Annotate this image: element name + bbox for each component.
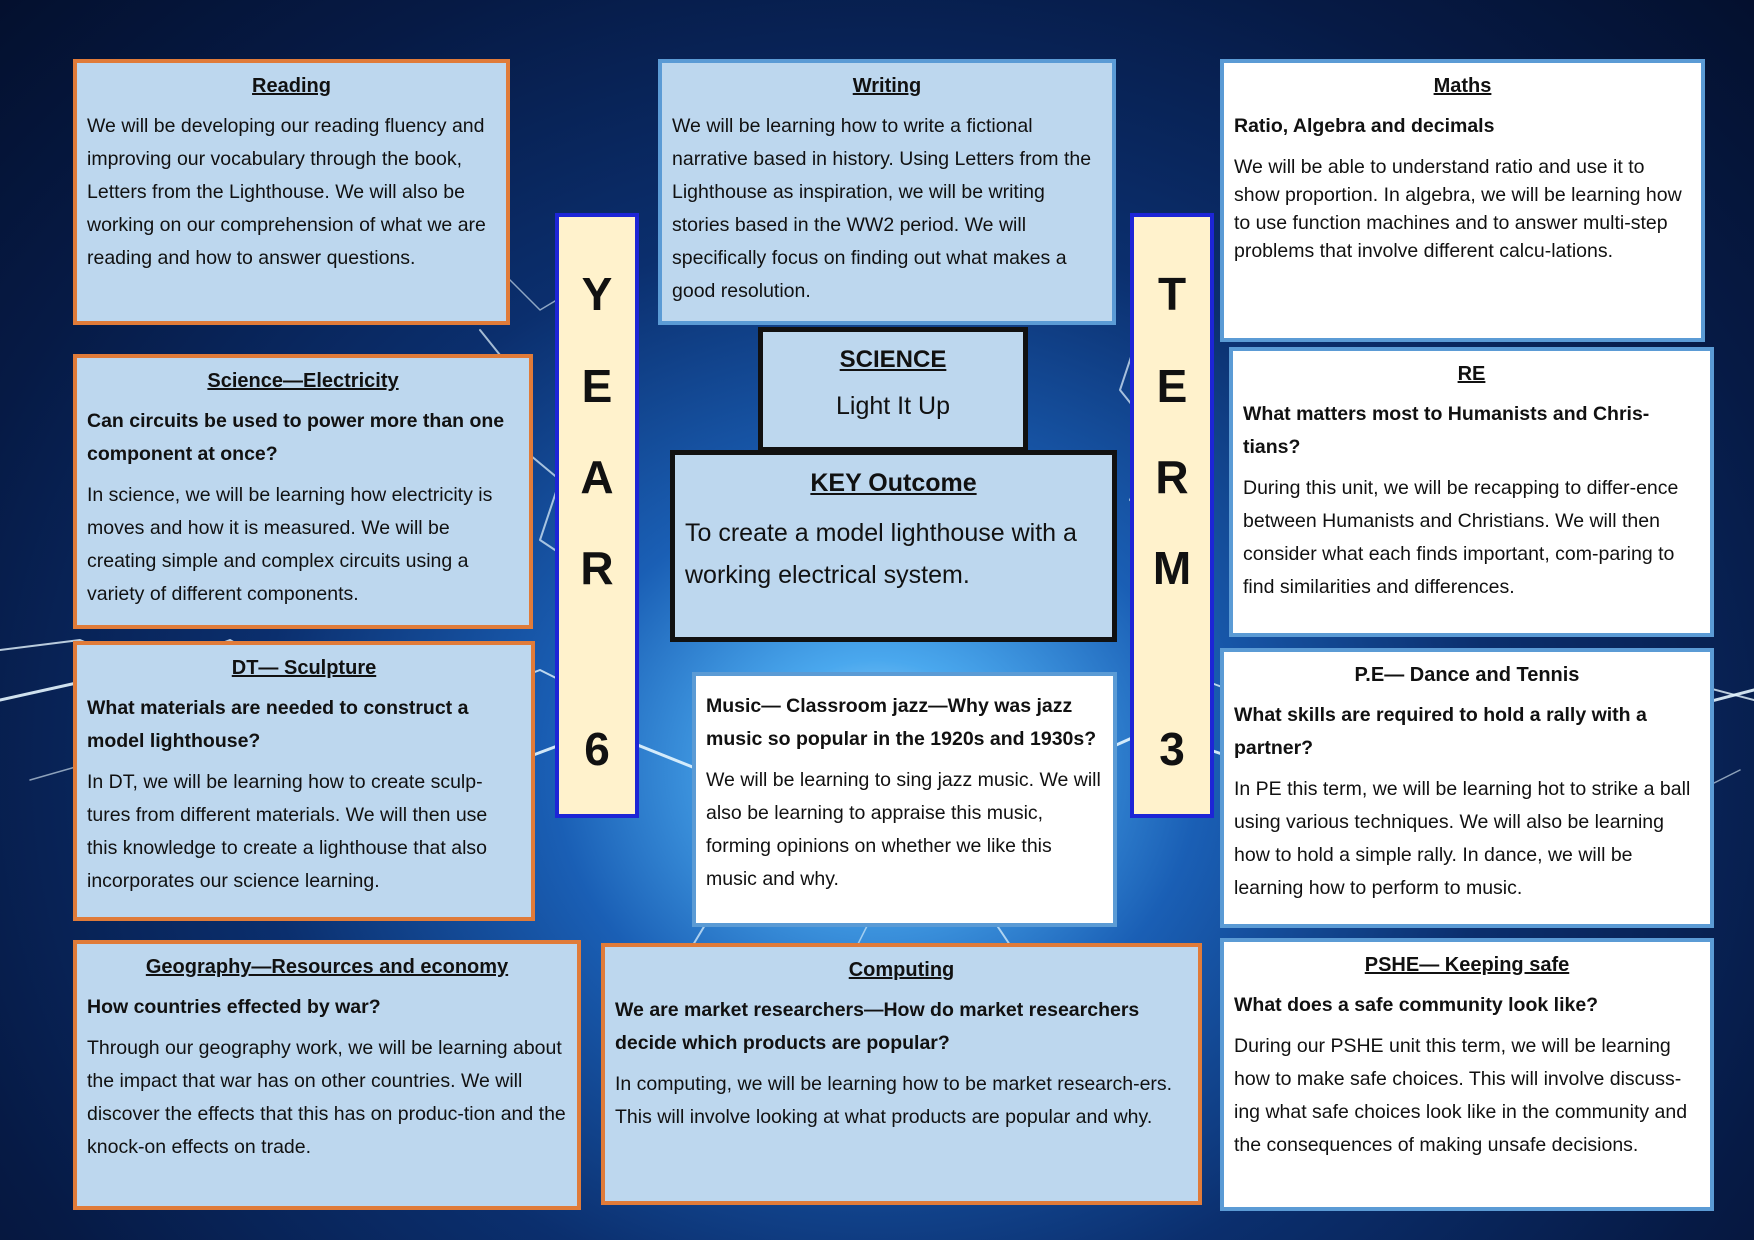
maths-panel — [1220, 59, 1705, 342]
year-letter-e: E — [581, 360, 613, 412]
pshe-question: What does a safe community look like? — [1234, 994, 1599, 1016]
term-letter-e: E — [1156, 360, 1188, 412]
science-electricity-question: Can circuits be used to power more than one component at once? — [87, 410, 505, 465]
re-title: RE — [1457, 363, 1486, 385]
dt-question: What materials are needed to construct a model lighthouse? — [87, 697, 469, 752]
year-letter-y: Y — [581, 268, 613, 320]
science-electricity-title: Science—Electricity — [207, 370, 399, 392]
pshe-panel — [1220, 938, 1714, 1211]
reading-title: Reading — [252, 75, 331, 97]
geography-title: Geography—Resources and economy — [145, 956, 509, 978]
pe-question: What skills are required to hold a rally with a partner? — [1234, 704, 1647, 759]
geography-question: How countries effected by war? — [87, 996, 381, 1018]
key-outcome-title: KEY Outcome — [810, 469, 977, 497]
geography-body: Through our geography work, we will be learning about the impact that war has on other countries. We will discover the effects that this has on produc-tion and the knock-on effects on trade. — [87, 1037, 566, 1158]
computing-title: Computing — [848, 959, 955, 981]
term-3-bar — [1130, 213, 1214, 818]
science-topic-title: SCIENCE — [839, 346, 947, 373]
writing-panel — [658, 59, 1116, 325]
science-topic-name: Light It Up — [836, 392, 950, 420]
year-number: 6 — [584, 723, 610, 775]
computing-body: In computing, we will be learning how to be market research-ers. This will involve looking at what products are popular and why. — [615, 1073, 1173, 1128]
term-letter-t: T — [1157, 268, 1187, 320]
dt-panel — [73, 641, 535, 921]
geography-panel — [73, 940, 581, 1210]
term-number: 3 — [1159, 723, 1185, 775]
computing-question: We are market researchers—How do market researchers decide which products are popular? — [615, 999, 1140, 1054]
science-electricity-body: In science, we will be learning how electricity is moves and how it is measured. We will be creating simple and complex circuits using a variety of different components. — [87, 484, 493, 605]
dt-body: In DT, we will be learning how to create sculp-tures from different materials. We will then use this knowledge to create a lighthouse that also incorporates our science learning. — [87, 771, 488, 892]
year-6-bar — [555, 213, 639, 818]
science-electricity-panel — [73, 354, 533, 629]
reading-body: We will be developing our reading fluency and improving our vocabulary through the book, Letters from the Lighthouse. We will also be working on our comprehension of what we are reading and how to answer questions. — [87, 115, 486, 269]
dt-title: DT— Sculpture — [231, 657, 377, 679]
music-body: We will be learning to sing jazz music. We will also be learning to appraise this music, forming opinions on whether we like this music and why. — [706, 769, 1101, 890]
key-outcome-body: To create a model lighthouse with a working electrical system. — [685, 519, 1077, 589]
maths-title: Maths — [1433, 75, 1492, 97]
writing-body: We will be learning how to write a fictional narrative based in history. Using Letters from the Lighthouse as inspiration, we will be writing stories based in the WW2 period. We will specifically focus on finding out what makes a good resolution. — [672, 115, 1092, 302]
maths-body: We will be able to understand ratio and use it to show proportion. In algebra, we will be learning how to use function machines and to answer multi-step problems that involve different calcu-lations. — [1234, 156, 1682, 262]
term-letter-r: R — [1155, 451, 1189, 503]
pshe-body: During our PSHE unit this term, we will be learning how to make safe choices. This will involve discuss-ing what safe choices look like in the community and the consequences of making unsafe decisions. — [1234, 1035, 1688, 1156]
re-body: During this unit, we will be recapping to differ-ence between Humanists and Christians. We will then consider what each finds important, com-paring to find similarities and differences. — [1243, 477, 1679, 598]
key-outcome-panel — [670, 450, 1117, 642]
maths-subtitle: Ratio, Algebra and decimals — [1234, 115, 1495, 137]
re-panel — [1229, 347, 1714, 637]
music-panel — [692, 672, 1117, 927]
music-question: Music— Classroom jazz—Why was jazz music so popular in the 1920s and 1930s? — [706, 695, 1097, 750]
pe-panel — [1220, 648, 1714, 928]
term-letter-m: M — [1152, 542, 1192, 594]
pe-body: In PE this term, we will be learning hot to strike a ball using various techniques. We will also be learning how to hold a simple rally. In dance, we will be learning how to perform to music. — [1234, 778, 1691, 899]
science-topic-panel — [758, 327, 1028, 452]
pshe-title: PSHE— Keeping safe — [1364, 954, 1570, 976]
year-letter-r: R — [580, 542, 614, 594]
computing-panel — [601, 943, 1202, 1205]
reading-panel — [73, 59, 510, 325]
pe-title: P.E— Dance and Tennis — [1354, 664, 1580, 686]
year-letter-a: A — [580, 451, 614, 503]
writing-title: Writing — [852, 75, 922, 97]
re-question: What matters most to Humanists and Chris-tians? — [1243, 403, 1650, 458]
